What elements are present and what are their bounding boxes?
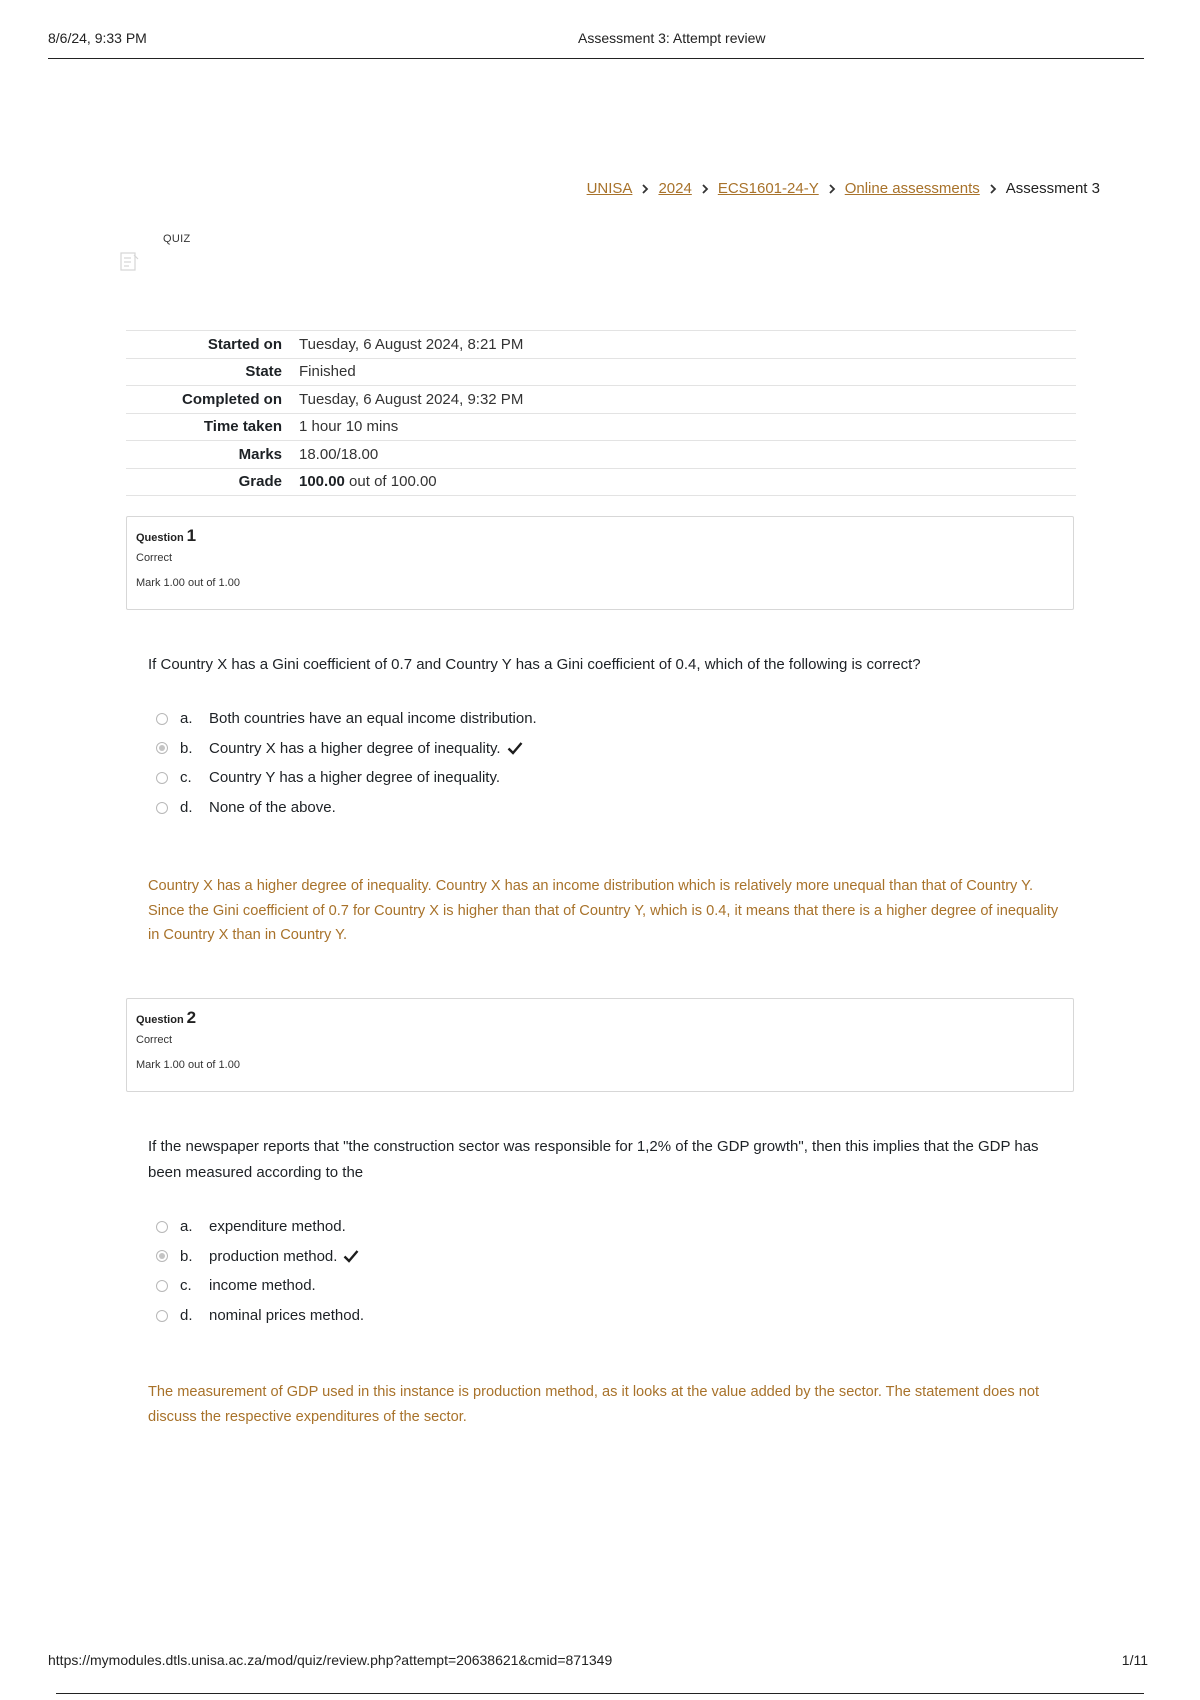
summary-row-state	[126, 358, 1076, 386]
answer-text: Both countries have an equal income distribution.	[209, 710, 537, 728]
radio-button[interactable]	[156, 802, 168, 814]
answer-letter: d.	[180, 799, 193, 817]
print-url: https://mymodules.dtls.unisa.ac.za/mod/quiz/review.php?attempt=20638621&cmid=871349	[48, 1652, 613, 1668]
answer-letter: c.	[180, 1277, 192, 1295]
print-page-number: 1/11	[1121, 1652, 1148, 1668]
question-2-info	[126, 998, 1074, 1092]
question-number	[136, 1008, 1064, 1028]
summary-row-started	[126, 331, 1076, 359]
checkmark-icon	[343, 1249, 359, 1263]
question-1-feedback: Country X has a higher degree of inequality. Country X has an income distribution which is relatively more unequal than that of Country Y. Since the Gini coefficient of 0.7 for Country X is higher than that of Country Y, which is 0.4, it means that there is a higher degree of inequality in Country X than in Country Y.	[148, 878, 1059, 943]
chevron-right-icon	[639, 183, 651, 195]
breadcrumb-current: Assessment 3	[1005, 180, 1100, 197]
summary-row-completed	[126, 386, 1076, 414]
question-number	[136, 526, 1064, 546]
answer-letter: d.	[180, 1307, 193, 1325]
grade-out-of: out of 100.00	[344, 473, 437, 491]
answer-letter: b.	[180, 1247, 193, 1265]
answer-option-c[interactable]	[156, 763, 1056, 793]
breadcrumb-link-unisa[interactable]: UNISA	[586, 180, 633, 197]
answer-text: Country X has a higher degree of inequality.	[209, 739, 501, 757]
print-date: 8/6/24, 9:33 PM	[48, 30, 147, 46]
answer-letter: b.	[180, 739, 193, 757]
summary-value: Finished	[299, 358, 1076, 386]
summary-value: Tuesday, 6 August 2024, 9:32 PM	[299, 386, 1076, 414]
answer-text: production method.	[209, 1247, 338, 1265]
answer-option-d[interactable]	[156, 1301, 1056, 1331]
summary-row-grade	[126, 468, 1076, 496]
radio-button-selected[interactable]	[156, 1250, 168, 1262]
quiz-icon	[120, 252, 140, 272]
breadcrumb-link-2024[interactable]: 2024	[658, 180, 692, 197]
answer-letter: c.	[180, 769, 192, 787]
checkmark-icon	[507, 741, 523, 755]
chevron-right-icon	[699, 183, 711, 195]
question-2-feedback: The measurement of GDP used in this instance is production method, as it looks at the value added by the sector. The statement does not discuss the respective expenditures of the sector.	[148, 1384, 1040, 1425]
radio-button[interactable]	[156, 1310, 168, 1322]
question-2-text: If the newspaper reports that "the construction sector was responsible for 1,2% of the GDP growth", then this implies that the GDP has been measured according to the	[148, 1138, 1039, 1181]
answer-option-d[interactable]	[156, 793, 1056, 823]
breadcrumb	[587, 180, 1100, 197]
question-1-answers	[156, 704, 1056, 822]
question-2-answers	[156, 1212, 1056, 1330]
footer-divider	[56, 1693, 1144, 1694]
answer-text: Country Y has a higher degree of inequality.	[209, 769, 501, 787]
answer-letter: a.	[180, 1218, 193, 1236]
radio-button[interactable]	[156, 1280, 168, 1292]
question-grade: Mark 1.00 out of 1.00	[136, 577, 240, 589]
summary-value: 18.00/18.00	[299, 441, 1076, 469]
answer-option-b[interactable]	[156, 1242, 1056, 1272]
answer-option-a[interactable]	[156, 1212, 1056, 1242]
chevron-right-icon	[987, 183, 999, 195]
answer-text: None of the above.	[209, 799, 336, 817]
summary-label: Time taken	[126, 413, 299, 441]
question-number-value: 1	[186, 526, 197, 545]
print-header	[48, 30, 1144, 59]
answer-letter: a.	[180, 710, 193, 728]
radio-button[interactable]	[156, 772, 168, 784]
summary-value: 1 hour 10 mins	[299, 413, 1076, 441]
question-prefix: Question	[136, 532, 184, 544]
summary-row-marks	[126, 441, 1076, 469]
answer-option-b[interactable]	[156, 734, 1056, 764]
answer-text: expenditure method.	[209, 1218, 346, 1236]
summary-row-time-taken	[126, 413, 1076, 441]
radio-button-selected[interactable]	[156, 742, 168, 754]
summary-label: Completed on	[126, 386, 299, 414]
grade-score: 100.00	[299, 473, 345, 491]
answer-option-a[interactable]	[156, 704, 1056, 734]
summary-label: Marks	[126, 441, 299, 469]
quiz-activity-label: QUIZ	[163, 233, 191, 245]
summary-label: Started on	[126, 331, 299, 359]
answer-option-c[interactable]	[156, 1271, 1056, 1301]
question-state: Correct	[136, 552, 173, 564]
answer-text: nominal prices method.	[209, 1307, 365, 1325]
summary-value	[299, 468, 1076, 496]
chevron-right-icon	[826, 183, 838, 195]
attempt-summary-table	[126, 330, 1076, 496]
breadcrumb-link-online-assessments[interactable]: Online assessments	[844, 180, 980, 197]
summary-label: State	[126, 358, 299, 386]
summary-label: Grade	[126, 468, 299, 496]
question-state: Correct	[136, 1034, 173, 1046]
question-grade: Mark 1.00 out of 1.00	[136, 1059, 240, 1071]
radio-button[interactable]	[156, 713, 168, 725]
question-number-value: 2	[186, 1008, 197, 1027]
radio-button[interactable]	[156, 1221, 168, 1233]
question-1-info	[126, 516, 1074, 610]
answer-text: income method.	[209, 1277, 316, 1295]
summary-value: Tuesday, 6 August 2024, 8:21 PM	[299, 331, 1076, 359]
print-title: Assessment 3: Attempt review	[578, 30, 766, 46]
question-1-text: If Country X has a Gini coefficient of 0.7 and Country Y has a Gini coefficient of 0.4, which of the following is correct?	[148, 656, 921, 673]
breadcrumb-link-course[interactable]: ECS1601-24-Y	[717, 180, 819, 197]
question-prefix: Question	[136, 1014, 184, 1026]
